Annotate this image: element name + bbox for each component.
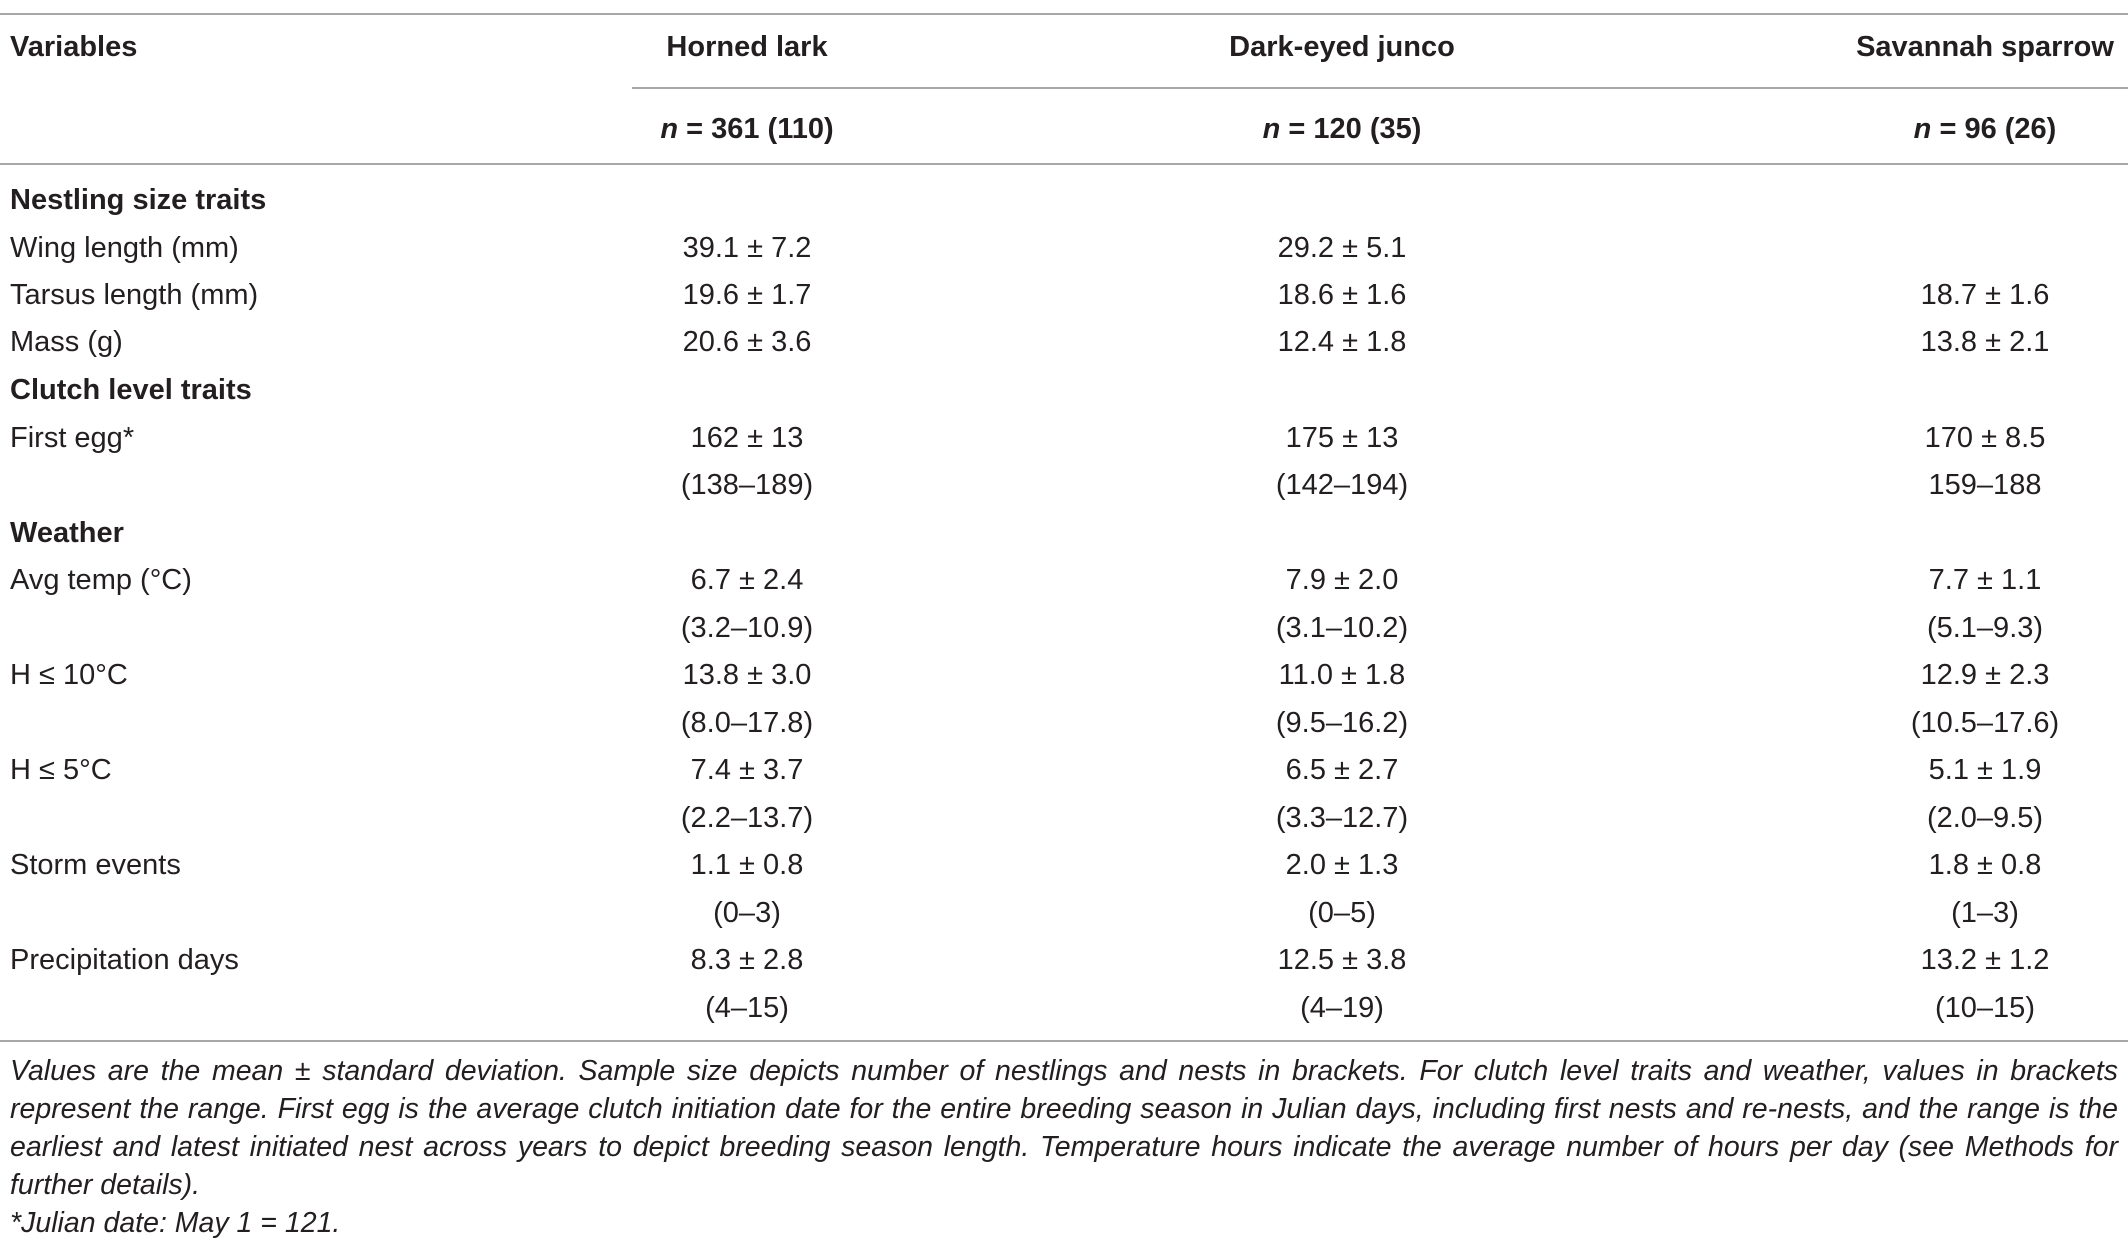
cell-storm-events-range-savannah-sparrow: (1–3) [1951,897,2019,929]
cell-wing-length-horned-lark: 39.1 ± 7.2 [682,232,812,264]
row-label-avg-temp: Avg temp (°C) [10,564,192,596]
table-bottom-rule [0,1040,2128,1042]
footnote-julian-date: *Julian date: May 1 = 121. [10,1207,341,1239]
cell-storm-events-range-dark-eyed-junco: (0–5) [1308,897,1376,929]
cell-hours-below-10c-range-savannah-sparrow: (10.5–17.6) [1910,707,2060,739]
cell-avg-temp-dark-eyed-junco: 7.9 ± 2.0 [1285,564,1399,596]
section-heading-weather: Weather [10,517,124,549]
cell-precipitation-days-savannah-sparrow: 13.2 ± 1.2 [1920,944,2050,976]
n-symbol: n [1913,113,1932,145]
row-label-precipitation-days: Precipitation days [10,944,239,976]
column-header-variables: Variables [10,31,138,63]
cell-avg-temp-range-savannah-sparrow: (5.1–9.3) [1926,612,2044,644]
cell-precipitation-days-range-savannah-sparrow: (10–15) [1935,992,2035,1024]
cell-first-egg-range-savannah-sparrow: 159–188 [1928,469,2042,501]
cell-tarsus-length-dark-eyed-junco: 18.6 ± 1.6 [1277,279,1407,311]
cell-hours-below-10c-savannah-sparrow: 12.9 ± 2.3 [1920,659,2050,691]
row-label-first-egg: First egg* [10,422,135,454]
row-label-hours-below-10c: H ≤ 10°C [10,659,128,691]
n-symbol: n [660,113,679,145]
row-label-wing-length: Wing length (mm) [10,232,239,264]
cell-avg-temp-horned-lark: 6.7 ± 2.4 [690,564,804,596]
row-label-mass: Mass (g) [10,326,123,358]
sample-size-horned-lark [660,112,833,146]
cell-hours-below-5c-horned-lark: 7.4 ± 3.7 [690,754,804,786]
cell-precipitation-days-range-dark-eyed-junco: (4–19) [1300,992,1384,1024]
cell-hours-below-10c-dark-eyed-junco: 11.0 ± 1.8 [1278,659,1406,691]
cell-mass-savannah-sparrow: 13.8 ± 2.1 [1920,326,2050,358]
cell-hours-below-10c-range-horned-lark: (8.0–17.8) [680,707,814,739]
cell-hours-below-10c-horned-lark: 13.8 ± 3.0 [682,659,812,691]
cell-tarsus-length-horned-lark: 19.6 ± 1.7 [682,279,812,311]
cell-precipitation-days-horned-lark: 8.3 ± 2.8 [690,944,804,976]
cell-first-egg-range-dark-eyed-junco: (142–194) [1275,469,1409,501]
column-header-savannah-sparrow: Savannah sparrow [1856,31,2114,63]
cell-first-egg-savannah-sparrow: 170 ± 8.5 [1924,422,2046,454]
cell-storm-events-savannah-sparrow: 1.8 ± 0.8 [1928,849,2042,881]
cell-storm-events-horned-lark: 1.1 ± 0.8 [690,849,804,881]
cell-hours-below-10c-range-dark-eyed-junco: (9.5–16.2) [1275,707,1409,739]
row-label-tarsus-length: Tarsus length (mm) [10,279,259,311]
cell-hours-below-5c-dark-eyed-junco: 6.5 ± 2.7 [1285,754,1399,786]
cell-wing-length-dark-eyed-junco: 29.2 ± 5.1 [1277,232,1407,264]
cell-storm-events-dark-eyed-junco: 2.0 ± 1.3 [1285,849,1399,881]
table-top-rule [0,13,2128,15]
row-label-hours-below-5c: H ≤ 5°C [10,754,112,786]
section-heading-clutch-level-traits: Clutch level traits [10,374,252,406]
cell-precipitation-days-dark-eyed-junco: 12.5 ± 3.8 [1277,944,1407,976]
table-footnote [10,1052,2118,1242]
cell-avg-temp-range-dark-eyed-junco: (3.1–10.2) [1275,612,1409,644]
header-bottom-rule [0,163,2128,165]
column-header-horned-lark: Horned lark [666,31,828,63]
n-symbol: n [1262,113,1281,145]
sample-size-value: = 96 (26) [1931,113,2057,145]
cell-avg-temp-savannah-sparrow: 7.7 ± 1.1 [1928,564,2042,596]
cell-mass-dark-eyed-junco: 12.4 ± 1.8 [1277,326,1407,358]
sample-size-savannah-sparrow [1914,112,2057,146]
header-sub-rule [632,87,2128,89]
sample-size-value: = 361 (110) [678,113,834,145]
cell-first-egg-range-horned-lark: (138–189) [680,469,814,501]
cell-mass-horned-lark: 20.6 ± 3.6 [682,326,812,358]
cell-storm-events-range-horned-lark: (0–3) [713,897,781,929]
sample-size-dark-eyed-junco [1263,112,1422,146]
cell-avg-temp-range-horned-lark: (3.2–10.9) [680,612,814,644]
cell-first-egg-dark-eyed-junco: 175 ± 13 [1285,422,1399,454]
sample-size-value: = 120 (35) [1280,113,1422,145]
cell-hours-below-5c-range-horned-lark: (2.2–13.7) [680,802,814,834]
cell-hours-below-5c-range-dark-eyed-junco: (3.3–12.7) [1275,802,1409,834]
row-label-storm-events: Storm events [10,849,181,881]
cell-hours-below-5c-savannah-sparrow: 5.1 ± 1.9 [1928,754,2042,786]
cell-first-egg-horned-lark: 162 ± 13 [690,422,804,454]
section-heading-nestling-size-traits: Nestling size traits [10,184,267,216]
column-header-dark-eyed-junco: Dark-eyed junco [1229,31,1455,63]
cell-tarsus-length-savannah-sparrow: 18.7 ± 1.6 [1920,279,2050,311]
cell-hours-below-5c-range-savannah-sparrow: (2.0–9.5) [1926,802,2044,834]
cell-precipitation-days-range-horned-lark: (4–15) [705,992,789,1024]
footnote-text: Values are the mean ± standard deviation. Sample size depicts number of nestlings and nests in brackets. For clutch level traits and weather, values in brackets represent the range. First egg is the average clutch initiation date for the entire breeding season in Julian days, including first nests and re-nests, and the range is the earliest and latest initiated nest across years to depict breeding season length. Temperature hours indicate the average number of hours per day (see Methods for further details). [10,1055,2118,1201]
